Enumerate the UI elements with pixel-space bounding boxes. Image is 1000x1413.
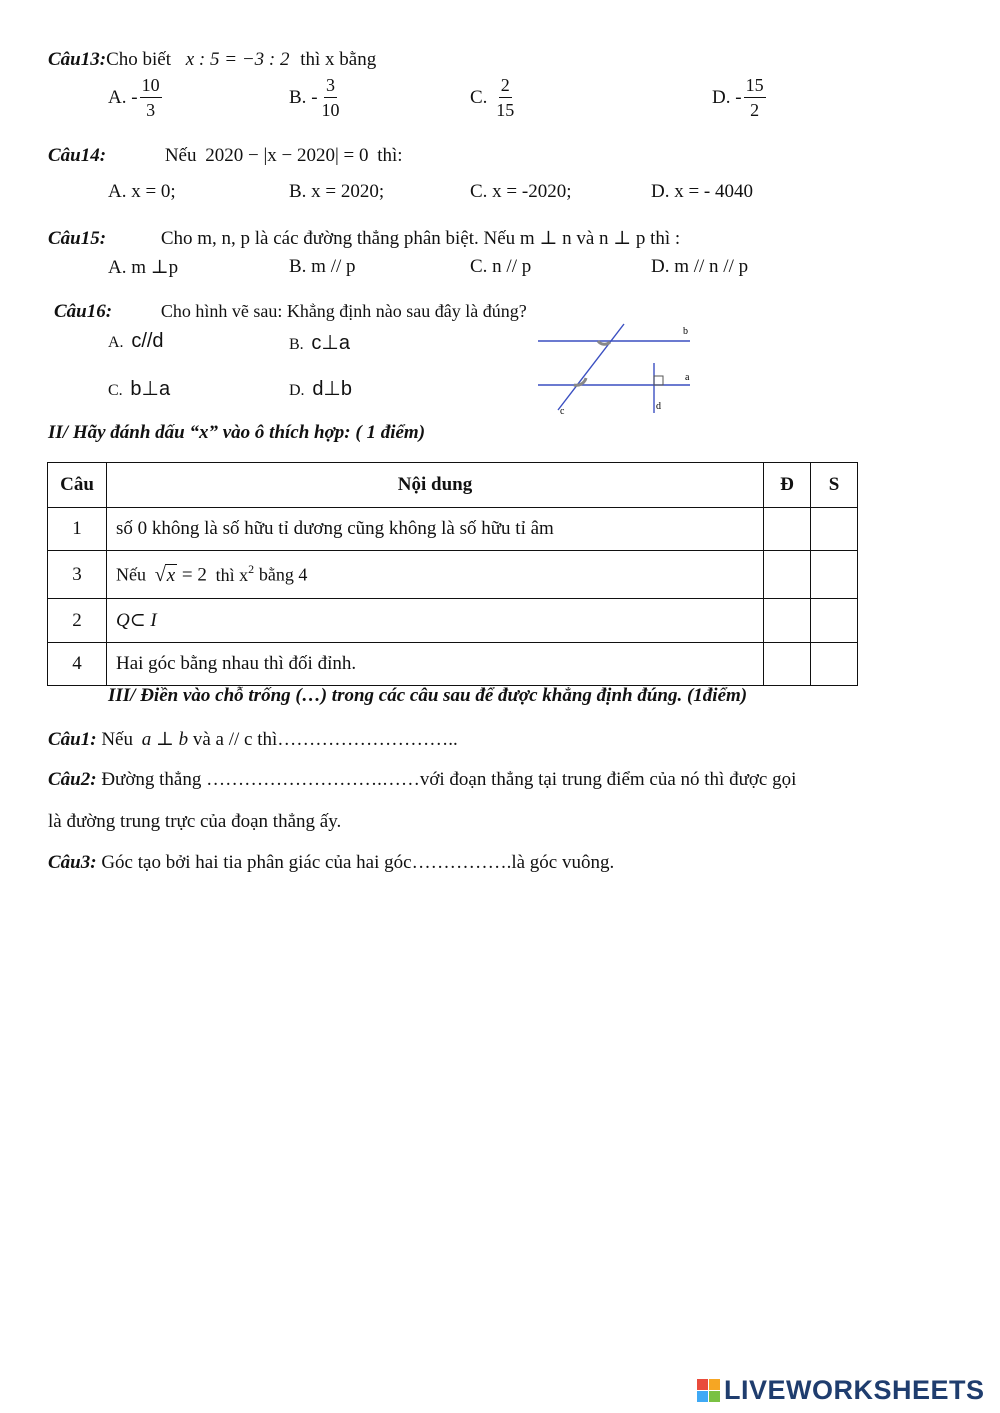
q16-label: Câu16: <box>54 301 113 322</box>
q13-option-c[interactable] <box>470 76 516 119</box>
row-mid: thì x <box>215 564 249 585</box>
s3-q2-text[interactable]: Đường thẳng ……………………….……với đoạn thẳng tại trung điểm của nó thì được gọi <box>101 769 797 790</box>
line-c <box>558 324 624 410</box>
denominator: 10 <box>321 100 340 120</box>
false-checkbox-cell[interactable] <box>811 599 858 643</box>
q15-option-a[interactable]: A. m ⊥p <box>108 257 179 278</box>
fraction <box>494 76 516 119</box>
denominator: 2 <box>750 100 760 120</box>
section2-title: II/ Hãy đánh dấu “x” vào ô thích hợp: ( 1 điểm) <box>48 422 426 443</box>
q16-text: Cho hình vẽ sau: Khẳng định nào sau đây là đúng? <box>160 301 527 321</box>
row-content: số 0 không là số hữu tỉ dương cũng không là số hữu tỉ âm <box>107 508 764 551</box>
q14-option-d[interactable]: D. x = - 4040 <box>651 181 754 202</box>
table-header-row <box>48 463 858 508</box>
table-row <box>48 551 858 599</box>
section3-title: III/ Điền vào chỗ trống (…) trong các câu sau để được khẳng định đúng. (1điểm) <box>108 685 748 706</box>
q13-equation: x : 5 = −3 : 2 <box>185 49 290 70</box>
numerator: 15 <box>744 76 766 98</box>
true-checkbox-cell[interactable] <box>764 643 811 686</box>
false-checkbox-cell[interactable] <box>811 508 858 551</box>
option-letter: B. <box>289 86 307 108</box>
fraction <box>320 76 342 119</box>
table-row <box>48 599 858 643</box>
q16-option-b[interactable] <box>289 330 350 355</box>
option-letter: A. <box>108 334 124 351</box>
true-checkbox-cell[interactable] <box>764 599 811 643</box>
option-value: c⊥a <box>311 332 350 354</box>
row-number: 2 <box>48 599 107 643</box>
right-angle-mark <box>654 376 663 385</box>
q15-option-d[interactable]: D. m // n // p <box>651 256 749 277</box>
logo-text: LIVEWORKSHEETS <box>724 1375 985 1405</box>
option-sign: - <box>311 86 318 108</box>
s3-q2-label: Câu2: <box>48 769 97 790</box>
fraction <box>744 76 766 119</box>
q14-equation: 2020 − |x − 2020| = 0 <box>205 145 369 166</box>
option-letter: A. <box>108 86 127 108</box>
option-letter: D. <box>289 382 305 399</box>
s3-q3-text[interactable]: Góc tạo bởi hai tia phân giác của hai góc…………….là góc vuông. <box>101 852 615 873</box>
q14-text-post: thì: <box>377 145 403 166</box>
fraction <box>140 76 162 119</box>
option-letter: D. <box>712 86 731 108</box>
option-value: d⊥b <box>312 378 352 400</box>
true-checkbox-cell[interactable] <box>764 551 811 599</box>
s3-q1-post[interactable]: và a // c thì……………………….. <box>192 729 458 750</box>
false-checkbox-cell[interactable] <box>811 551 858 599</box>
row-number: 3 <box>48 551 107 599</box>
label-b: b <box>683 326 688 337</box>
q15-option-c[interactable]: C. n // p <box>470 256 532 277</box>
s3-q3 <box>48 852 614 874</box>
option-letter: B. <box>289 336 304 353</box>
row-number: 1 <box>48 508 107 551</box>
label-c: c <box>560 406 565 417</box>
q15-option-b[interactable]: B. m // p <box>289 256 356 277</box>
s3-q1 <box>48 728 458 751</box>
row-pre: Nếu <box>116 564 146 585</box>
q14-label: Câu14: <box>48 145 107 166</box>
q14-option-a[interactable]: A. x = 0; <box>108 181 176 202</box>
table-row <box>48 508 858 551</box>
row-sup: 2 <box>248 562 255 577</box>
header-dung: Đ <box>764 463 811 508</box>
q15-label: Câu15: <box>48 228 107 249</box>
q16-option-d[interactable] <box>289 376 352 401</box>
q16-figure <box>530 318 710 418</box>
sqrt-sign: √ <box>154 563 166 586</box>
header-cau: Câu <box>48 463 107 508</box>
option-value: c//d <box>131 330 164 352</box>
q13-stem <box>48 49 376 71</box>
q16-option-a[interactable] <box>108 330 164 353</box>
row-post: bằng 4 <box>258 564 308 585</box>
label-a: a <box>685 372 690 383</box>
q13-label: Câu13: <box>48 49 107 70</box>
row-number: 4 <box>48 643 107 686</box>
row-content: Q⊂ I <box>107 599 764 643</box>
q13-option-d[interactable] <box>712 76 766 119</box>
option-value: b⊥a <box>130 378 171 400</box>
s3-q1-pre: Nếu <box>101 729 133 750</box>
denominator: 15 <box>496 100 515 120</box>
true-checkbox-cell[interactable] <box>764 508 811 551</box>
q13-text-post: thì x bằng <box>300 49 377 70</box>
logo-square <box>697 1379 708 1390</box>
true-false-table <box>47 462 858 686</box>
numerator: 10 <box>140 76 162 98</box>
label-d: d <box>656 401 661 412</box>
liveworksheets-logo <box>697 1375 985 1406</box>
option-sign: - <box>131 86 138 108</box>
q13-option-a[interactable] <box>108 76 162 119</box>
header-sai: S <box>811 463 858 508</box>
q14-option-c[interactable]: C. x = -2020; <box>470 181 572 202</box>
logo-square <box>697 1391 708 1402</box>
false-checkbox-cell[interactable] <box>811 643 858 686</box>
q14-text-pre: Nếu <box>164 145 197 166</box>
s3-q3-label: Câu3: <box>48 852 97 873</box>
numerator: 2 <box>499 76 512 98</box>
denominator: 3 <box>146 100 156 120</box>
row-content: Hai góc bằng nhau thì đối đỉnh. <box>107 643 764 686</box>
q14-stem <box>48 145 403 167</box>
sqrt-radicand: x <box>166 564 176 586</box>
s3-q2-line1 <box>48 769 796 791</box>
q16-option-c[interactable] <box>108 376 170 401</box>
q13-text-pre: Cho biết <box>106 49 171 70</box>
q13-option-b[interactable] <box>289 76 342 119</box>
row-eq: = 2 <box>181 564 207 586</box>
option-letter: C. <box>470 86 488 108</box>
option-sign: - <box>735 86 742 108</box>
q15-text: Cho m, n, p là các đường thẳng phân biệt. Nếu m ⊥ n và n ⊥ p thì : <box>160 228 681 249</box>
q16-stem <box>54 301 527 323</box>
numerator: 3 <box>324 76 337 98</box>
q15-stem <box>48 227 680 250</box>
logo-icon <box>697 1379 720 1402</box>
s3-q1-label: Câu1: <box>48 729 97 750</box>
logo-square <box>709 1379 720 1390</box>
row-content <box>107 551 764 599</box>
q14-option-b[interactable]: B. x = 2020; <box>289 181 385 202</box>
option-letter: C. <box>108 382 123 399</box>
logo-square <box>709 1391 720 1402</box>
s3-q1-math: a ⊥ b <box>141 729 189 750</box>
header-noi-dung: Nội dung <box>107 463 764 508</box>
table-row <box>48 643 858 686</box>
s3-q2-line2: là đường trung trực của đoạn thẳng ấy. <box>48 811 342 832</box>
